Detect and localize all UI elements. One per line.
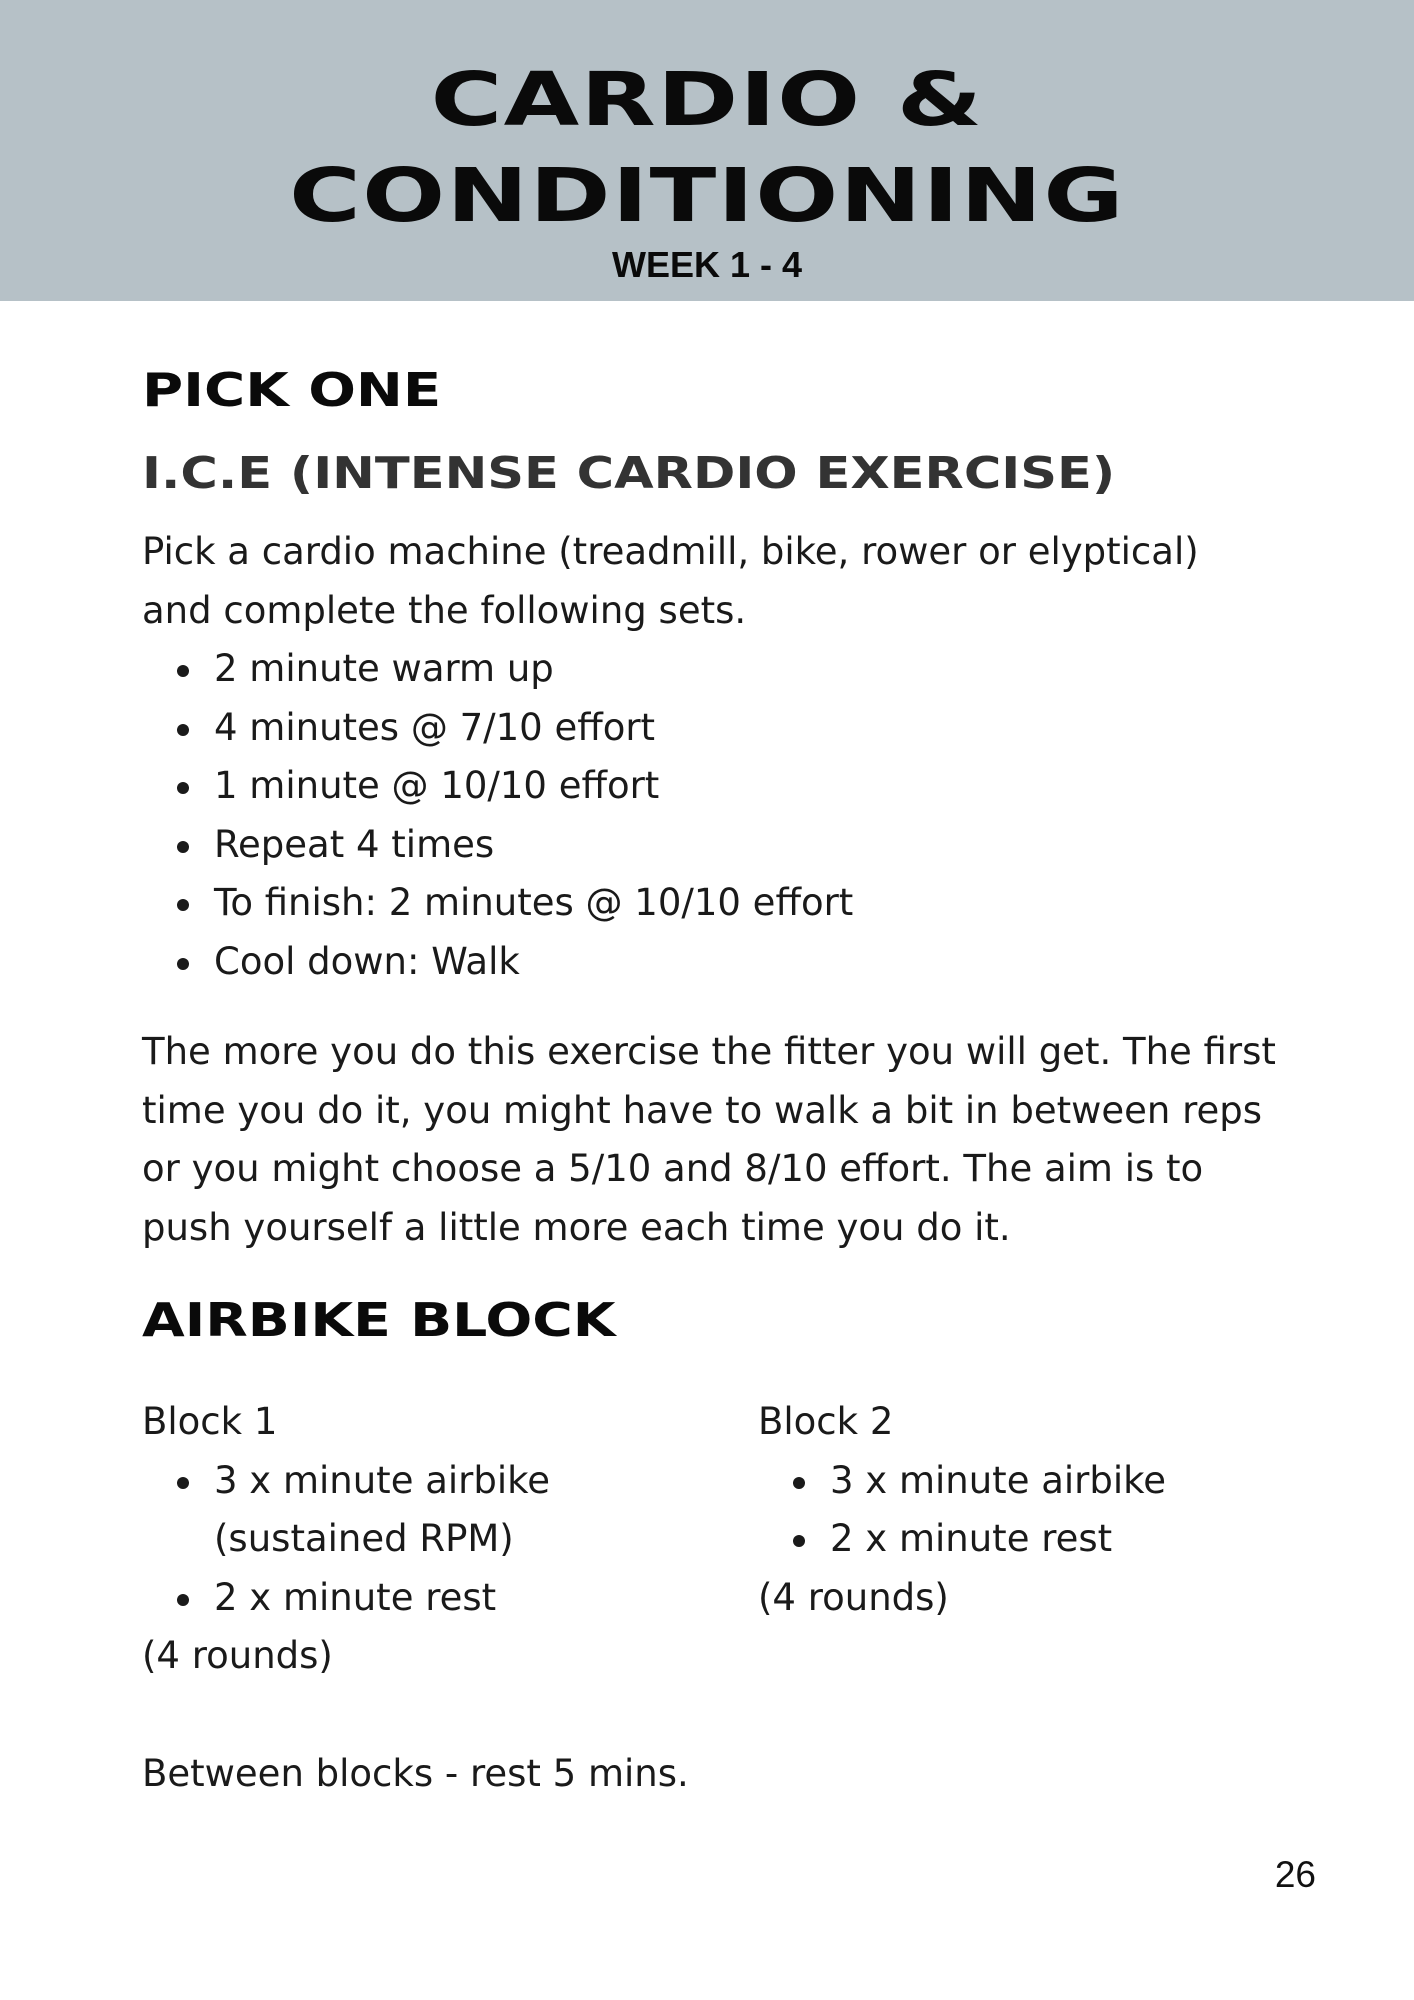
bullet-icon <box>177 841 189 853</box>
list-item-text: 3 x minute airbike <box>214 1458 551 1502</box>
block-rounds: (4 rounds) <box>758 1575 949 1619</box>
list-item <box>142 874 853 933</box>
bullet-icon <box>177 1477 189 1489</box>
bullet-icon <box>177 724 189 736</box>
airbike-block-1 <box>142 1393 642 1686</box>
list-item <box>142 816 853 875</box>
list-item <box>142 699 853 758</box>
bullet-icon <box>793 1535 805 1547</box>
bullet-icon <box>177 665 189 677</box>
block-title: Block 1 <box>142 1400 278 1443</box>
list-item-text: 2 minute warm up <box>214 647 554 690</box>
paragraph-line: time you do it, you might have to walk a bit in between reps <box>142 1088 1263 1132</box>
list-item-text: 4 minutes @ 7/10 effort <box>214 705 656 749</box>
bullet-icon <box>177 1594 189 1606</box>
header-band <box>0 0 1414 301</box>
ice-heading: I.C.E (INTENSE CARDIO EXERCISE) <box>142 448 1116 499</box>
block-2-list <box>758 1452 1278 1569</box>
block-rounds: (4 rounds) <box>142 1634 333 1677</box>
list-item-text: To finish: 2 minutes @ 10/10 effort <box>214 881 854 924</box>
list-item <box>142 1569 642 1628</box>
bullet-icon <box>177 899 189 911</box>
ice-explanation-paragraph <box>142 1023 1302 1257</box>
list-item <box>142 933 853 992</box>
list-item-note: (sustained RPM) <box>214 1517 514 1560</box>
ice-intro <box>142 523 1272 640</box>
bullet-icon <box>177 958 189 970</box>
ice-intro-line2: and complete the following sets. <box>142 588 747 632</box>
list-item-text: 1 minute @ 10/10 effort <box>214 764 660 807</box>
list-item-text: 2 x minute rest <box>830 1517 1113 1560</box>
page-title-line2: CONDITIONING <box>289 153 1125 239</box>
page-title <box>0 52 1414 244</box>
list-item-text: 3 x minute airbike <box>830 1458 1167 1502</box>
list-item-text: 2 x minute rest <box>214 1575 497 1619</box>
block-1-list <box>142 1452 642 1628</box>
airbike-block-2 <box>758 1393 1278 1627</box>
bullet-icon <box>793 1477 805 1489</box>
paragraph-line: push yourself a little more each time you do it. <box>142 1205 1011 1249</box>
bullet-icon <box>177 782 189 794</box>
pick-one-heading: PICK ONE <box>142 363 442 417</box>
list-item <box>142 757 853 816</box>
paragraph-line: or you might choose a 5/10 and 8/10 effort. The aim is to <box>142 1147 1204 1190</box>
page-title-line1: CARDIO & <box>430 57 984 143</box>
list-item <box>142 1452 642 1569</box>
airbike-block-heading: AIRBIKE BLOCK <box>142 1293 616 1347</box>
ice-steps-list <box>142 640 853 991</box>
list-item-text: Cool down: Walk <box>214 939 520 983</box>
paragraph-line: The more you do this exercise the fitter you will get. The first <box>142 1030 1276 1073</box>
ice-intro-line1: Pick a cardio machine (treadmill, bike, rower or elyptical) <box>142 530 1199 573</box>
list-item <box>758 1510 1278 1569</box>
block-title: Block 2 <box>758 1400 894 1443</box>
week-range-subtitle: WEEK 1 - 4 <box>611 244 803 285</box>
page-number: 26 <box>1274 1854 1316 1895</box>
list-item <box>758 1452 1278 1511</box>
list-item <box>142 640 853 699</box>
list-item-text: Repeat 4 times <box>214 822 495 866</box>
between-blocks-note: Between blocks - rest 5 mins. <box>142 1752 689 1795</box>
